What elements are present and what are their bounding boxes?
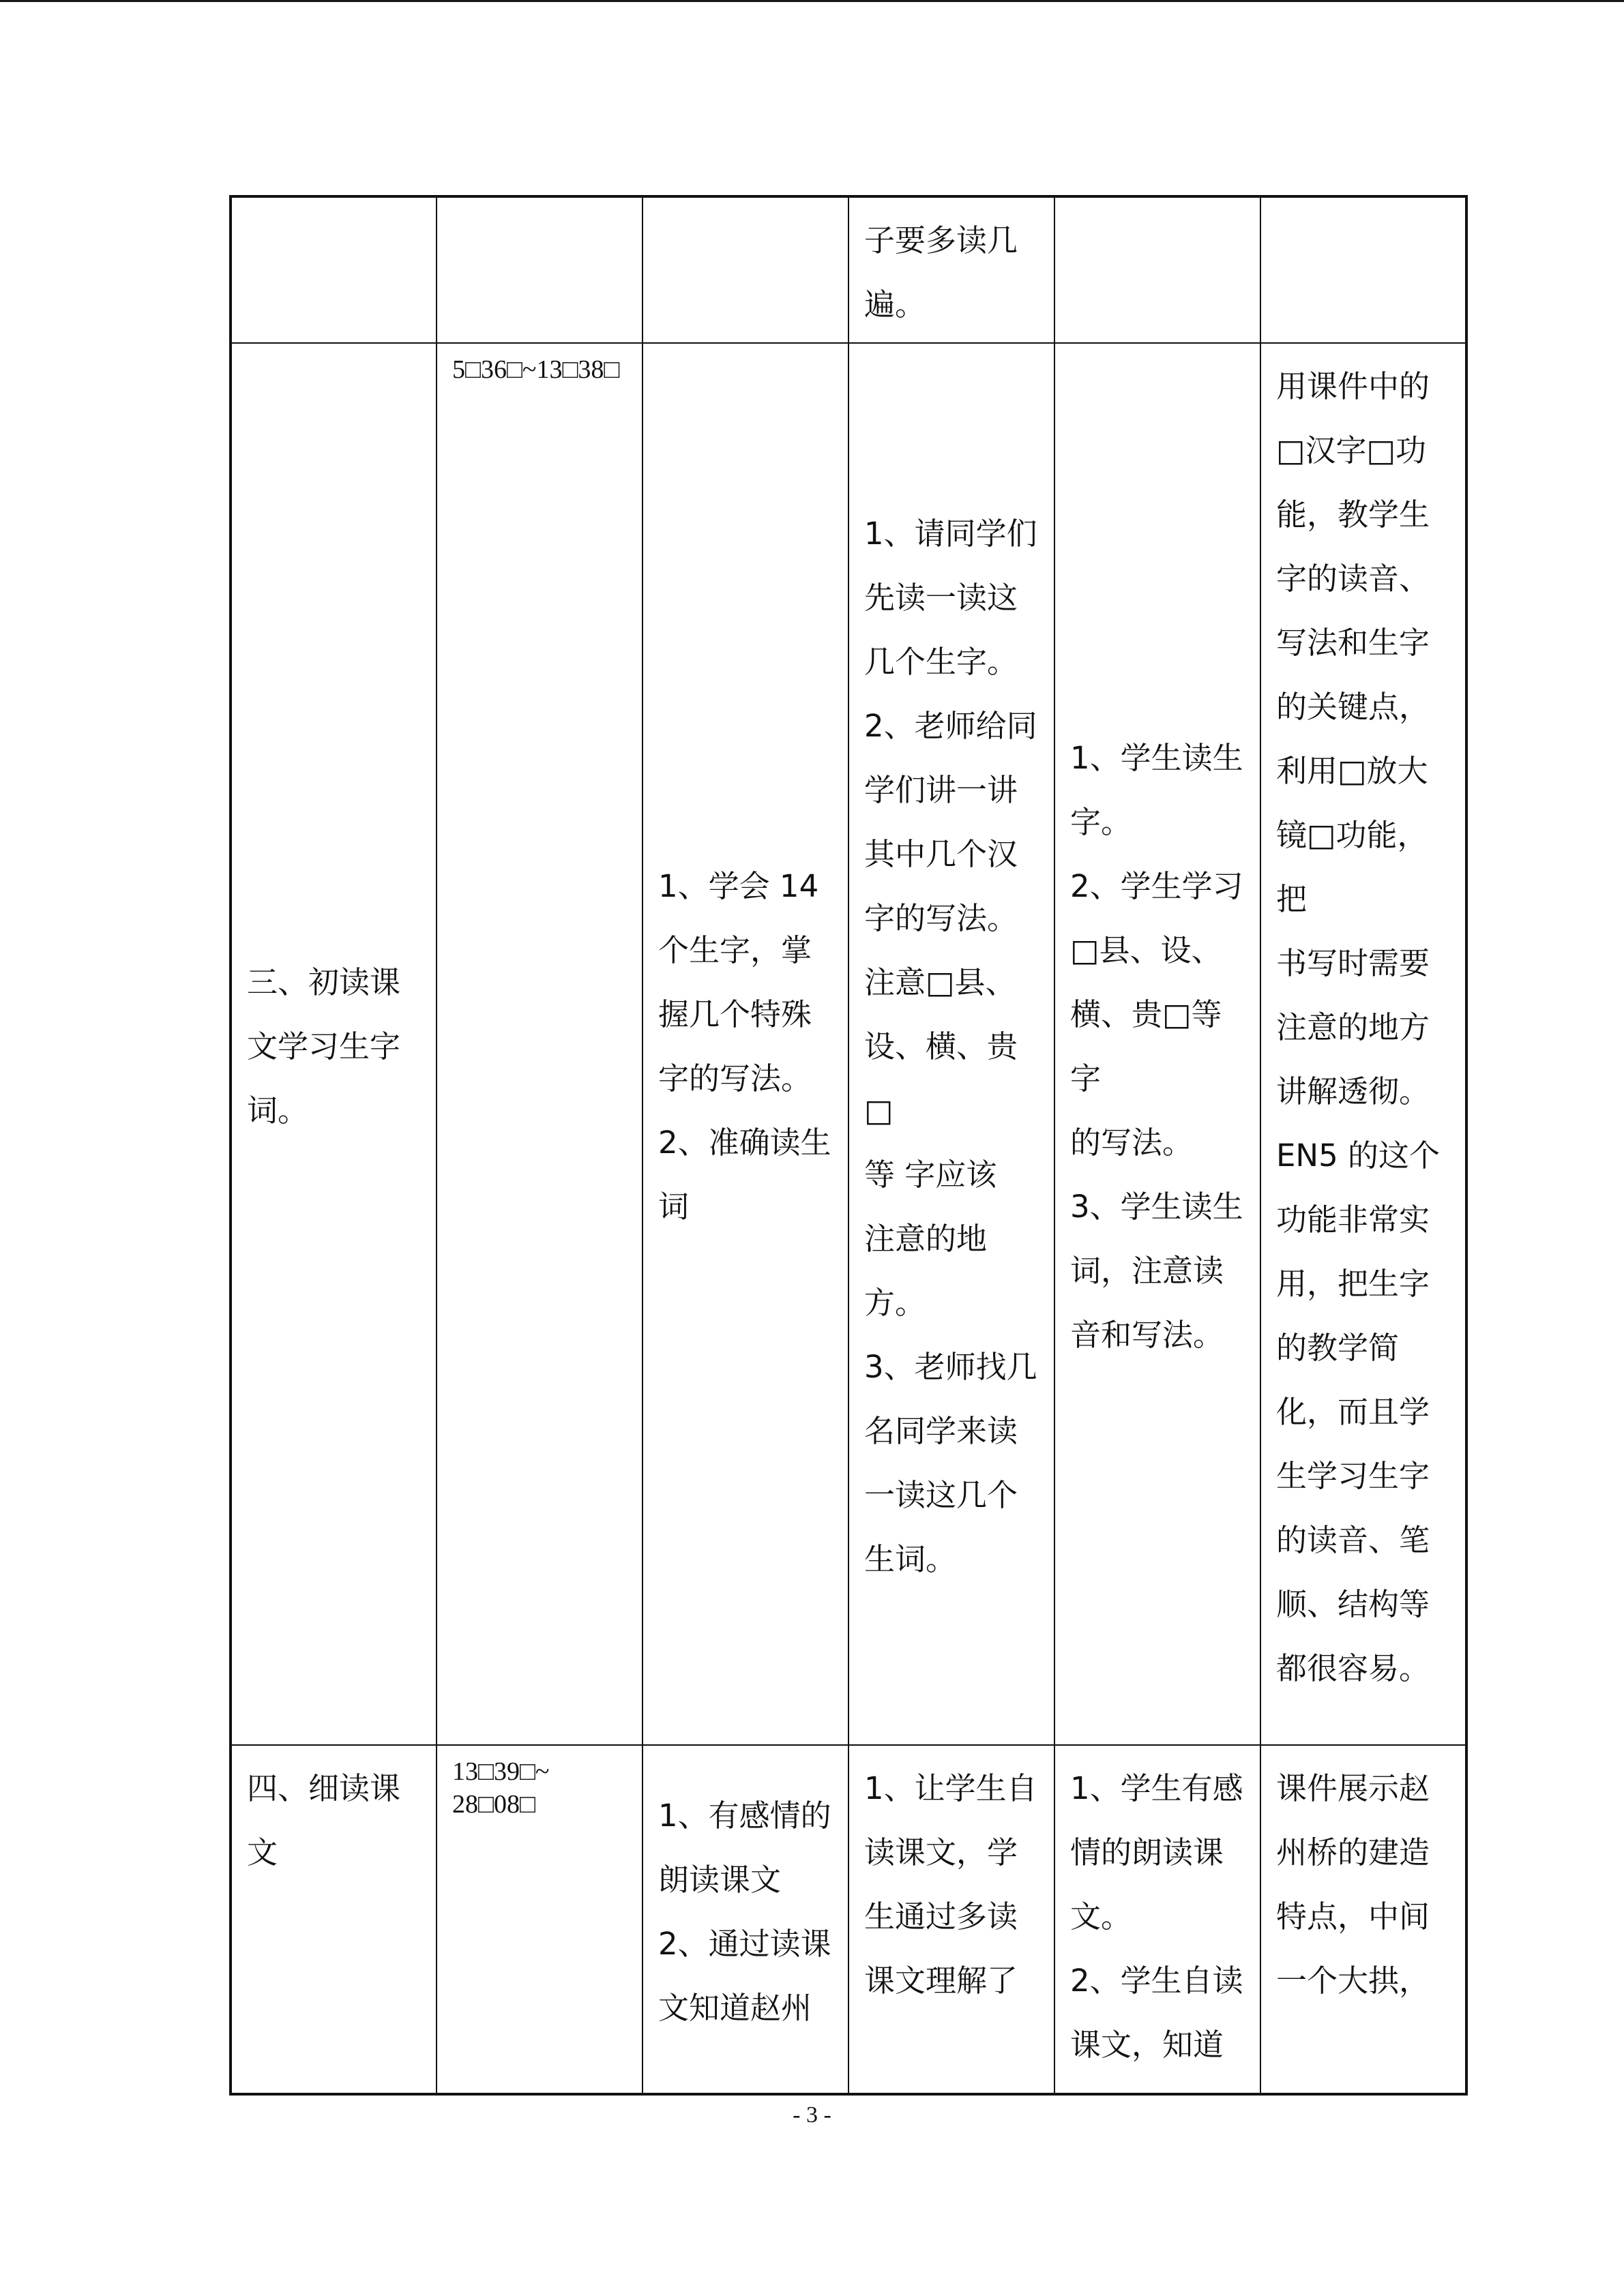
teacher-activity-cell: 1、让学生自 读课文，学 生通过多读 课文理解了: [848, 1745, 1054, 2094]
stage-cell: 四、细读课 文: [231, 1745, 437, 2094]
stage-cell: 三、初读课 文学习生字 词。: [231, 343, 437, 1745]
objective-cell: 1、学会 14 个生字，掌 握几个特殊 字的写法。 2、准确读生 词: [643, 343, 848, 1745]
objective-cell: 1、有感情的 朗读课文 2、通过读课 文知道赵州: [643, 1745, 848, 2094]
table-row: [231, 343, 1466, 1745]
tech-note-cell: [1260, 196, 1466, 343]
time-cell: 5□36□~13□38□: [437, 343, 643, 1745]
table-row: [231, 1745, 1466, 2094]
stage-cell: [231, 196, 437, 343]
lesson-plan-table: [229, 195, 1468, 2096]
student-activity-cell: 1、学生有感 情的朗读课 文。 2、学生自读 课文，知道: [1054, 1745, 1260, 2094]
table-row: [231, 196, 1466, 343]
teacher-activity-cell: 子要多读几 遍。: [848, 196, 1054, 343]
objective-cell: [643, 196, 848, 343]
time-cell: [437, 196, 643, 343]
student-activity-cell: [1054, 196, 1260, 343]
teacher-activity-cell: 1、请同学们 先读一读这 几个生字。 2、老师给同 学们讲一讲 其中几个汉 字的写法。 注意□县、 设、横、贵□ 等 字应该 注意的地 方。 3、老师找几 名同学来读 一读这几个 生词。: [848, 343, 1054, 1745]
tech-note-cell: 用课件中的 □汉字□功 能，教学生 字的读音、 写法和生字 的关键点， 利用□放大 镜□功能，把 书写时需要 注意的地方 讲解透彻。 EN5 的这个 功能非常实 用，把生字 的教学简 化，而且学 生学习生字 的读音、笔 顺、结构等 都很容易。: [1260, 343, 1466, 1745]
top-border-line: [0, 0, 1624, 2]
tech-note-cell: 课件展示赵 州桥的建造 特点，中间 一个大拱，: [1260, 1745, 1466, 2094]
student-activity-cell: 1、学生读生 字。 2、学生学习 □县、设、 横、贵□等字 的写法。 3、学生读生 词，注意读 音和写法。: [1054, 343, 1260, 1745]
time-cell: 13□39□~ 28□08□: [437, 1745, 643, 2094]
page-number: - 3 -: [793, 2102, 831, 2128]
